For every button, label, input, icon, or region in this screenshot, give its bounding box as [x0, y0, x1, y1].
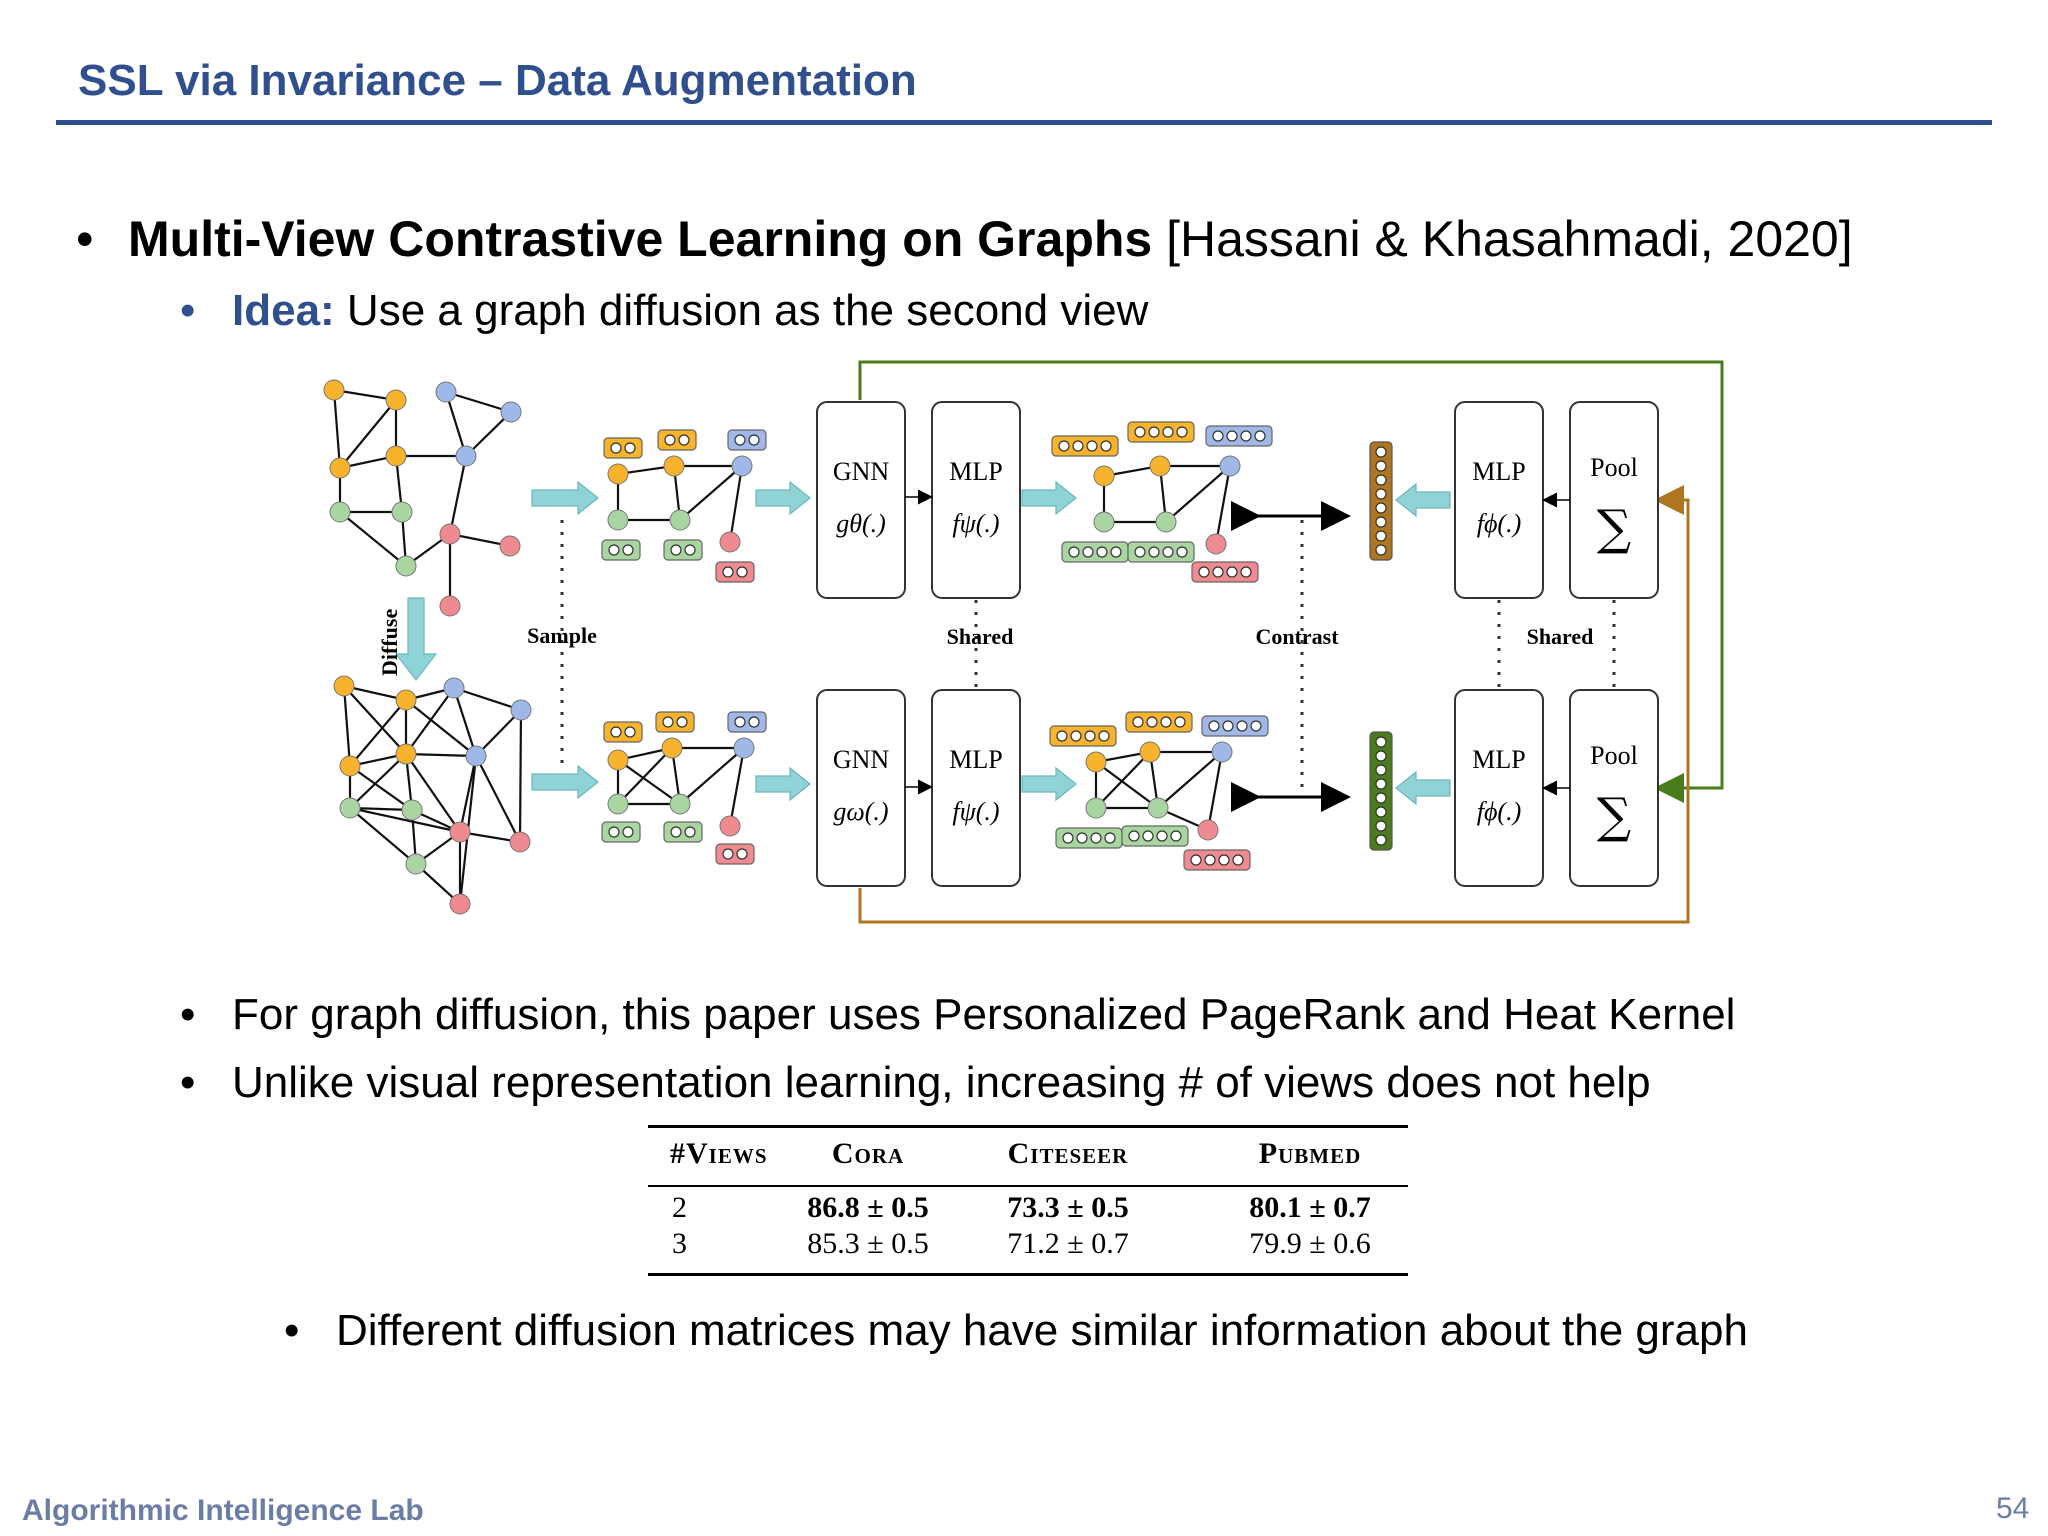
- feature-pill: [604, 438, 642, 458]
- graph-embedding-top-dot: [1376, 503, 1386, 513]
- embedded-graph-top-node: [1156, 512, 1176, 532]
- feature-pill-dot: [623, 827, 633, 837]
- gnn-fn-bottom: gω(.): [833, 797, 889, 826]
- feature-pill: [604, 722, 642, 742]
- feature-pill-dot: [611, 727, 621, 737]
- pool-label-bottom: Pool: [1590, 741, 1638, 770]
- feature-pill-dot: [663, 717, 673, 727]
- paper-citation: [Hassani & Khasahmadi, 2020]: [1152, 211, 1853, 267]
- page-number: 54: [1996, 1492, 2030, 1525]
- feature-pill-dot: [611, 443, 621, 453]
- slide-title: SSL via Invariance – Data Augmentation: [78, 56, 917, 105]
- feature-pill-dot: [671, 545, 681, 555]
- point-1-text: For graph diffusion, this paper uses Personalized PageRank and Heat Kernel: [232, 990, 1736, 1039]
- original-graph-node: [386, 446, 406, 466]
- feature-pill-dot: [1149, 427, 1159, 437]
- feature-pill-dot: [609, 827, 619, 837]
- graph-embedding-bottom-dot: [1376, 807, 1386, 817]
- feature-pill: [658, 430, 696, 450]
- feature-pill-dot: [685, 545, 695, 555]
- feature-pill: [664, 540, 702, 560]
- sub-point-text: Different diffusion matrices may have similar information about the graph: [336, 1306, 1748, 1355]
- feature-pill: [602, 822, 640, 842]
- table-mid-rule: [648, 1185, 1408, 1187]
- diffused-graph-node: [450, 894, 470, 914]
- embedded-graph-bottom-node: [1198, 820, 1218, 840]
- feature-pill-dot: [749, 717, 759, 727]
- gnn-fn-top: gθ(.): [836, 509, 886, 538]
- feature-pill-dot: [1057, 731, 1067, 741]
- shared-label-node: Shared: [946, 624, 1014, 649]
- feature-pill-dot: [1111, 547, 1121, 557]
- embedded-graph-bottom-node: [1212, 742, 1232, 762]
- sampled-subgraph-top-edge: [730, 466, 742, 542]
- table-top-rule: [648, 1125, 1408, 1128]
- header-citeseer-text: Citeseer: [1007, 1137, 1129, 1170]
- table-bottom-rule: [648, 1273, 1408, 1276]
- readout-arrow-bottom: [1396, 772, 1450, 804]
- paper-title: Multi-View Contrastive Learning on Graphs: [128, 211, 1153, 267]
- feature-pill-dot: [1163, 547, 1173, 557]
- feature-pill-dot: [1237, 721, 1247, 731]
- sampled-subgraph-bottom-node: [720, 816, 740, 836]
- graph-embedding-top-dot: [1376, 461, 1386, 471]
- graph-embedding-top-dot: [1376, 517, 1386, 527]
- feature-pill-dot: [1251, 721, 1261, 731]
- point-2-text: Unlike visual representation learning, increasing # of views does not help: [232, 1058, 1651, 1107]
- sampled-subgraph-top-node: [608, 464, 628, 484]
- bullet-dot: •: [180, 990, 196, 1039]
- sampled-subgraph-top-node: [720, 532, 740, 552]
- feature-pill: [716, 562, 754, 582]
- feature-pill-dot: [735, 435, 745, 445]
- diffused-graph-node: [510, 832, 530, 852]
- feature-pill-dot: [1219, 855, 1229, 865]
- original-graph-edge: [334, 390, 340, 468]
- sampled-subgraph-bottom-node: [662, 738, 682, 758]
- sum-symbol-bottom: ∑: [1596, 788, 1632, 844]
- bullet-dot: •: [76, 211, 94, 267]
- graph-embedding-top-dot: [1376, 475, 1386, 485]
- gnn-box-top: [817, 402, 905, 598]
- diffused-graph-edge: [344, 686, 350, 766]
- mlp-fn-top: fψ(.): [952, 509, 1000, 538]
- original-graph-edge: [450, 456, 466, 534]
- original-graph-node: [330, 502, 350, 522]
- feature-pill-dot: [1149, 547, 1159, 557]
- feature-pill-dot: [1085, 731, 1095, 741]
- mlp-label-top: MLP: [949, 457, 1003, 486]
- original-graph-node: [386, 390, 406, 410]
- feature-pill-dot: [625, 443, 635, 453]
- encode-arrow-top: [756, 482, 810, 514]
- embedded-graph-top-node: [1094, 512, 1114, 532]
- graph-embedding-bottom: [1370, 732, 1392, 850]
- diffused-graph-node: [444, 678, 464, 698]
- embedded-graph-bottom-node: [1148, 798, 1168, 818]
- header-cora-text: Cora: [831, 1137, 905, 1170]
- sampled-subgraph-bottom-node: [608, 750, 628, 770]
- feature-pill-dot: [1073, 441, 1083, 451]
- sampled-subgraph-top-edge: [680, 466, 742, 520]
- feature-pill-dot: [1171, 831, 1181, 841]
- feature-pill-dot: [1135, 427, 1145, 437]
- diffused-graph-node: [396, 690, 416, 710]
- feature-pill-dot: [1135, 547, 1145, 557]
- feature-pill-dot: [665, 435, 675, 445]
- diffused-graph-edge: [406, 754, 476, 756]
- mlp-graph-fn-bottom: fϕ(.): [1476, 797, 1522, 826]
- diffused-graph-node: [334, 676, 354, 696]
- graph-embedding-bottom-dot: [1376, 751, 1386, 761]
- feature-pill-dot: [1241, 431, 1251, 441]
- feature-pill-dot: [723, 567, 733, 577]
- sampled-subgraph-top-node: [608, 510, 628, 530]
- original-graph-node: [330, 458, 350, 478]
- feature-pill-dot: [677, 717, 687, 727]
- diffused-graph-node: [340, 756, 360, 776]
- footer-lab-name: Algorithmic Intelligence Lab: [22, 1494, 424, 1527]
- feature-pill-dot: [1177, 427, 1187, 437]
- feature-pill-dot: [1205, 855, 1215, 865]
- feature-pill-dot: [1233, 855, 1243, 865]
- table-header-views: #Views: [670, 1137, 768, 1170]
- feature-pill-dot: [1161, 717, 1171, 727]
- feature-pill-dot: [1129, 831, 1139, 841]
- row-2-pubmed-text: 80.1 ± 0.7: [1249, 1191, 1371, 1224]
- feature-pill: [664, 822, 702, 842]
- row-2-citeseer-text: 73.3 ± 0.5: [1007, 1191, 1129, 1224]
- feature-pill-dot: [1147, 717, 1157, 727]
- feature-pill-dot: [1143, 831, 1153, 841]
- row-3-pubmed-text: 79.9 ± 0.6: [1249, 1227, 1371, 1260]
- sampled-subgraph-top-node: [670, 510, 690, 530]
- idea-body: Use a graph diffusion as the second view: [334, 286, 1149, 335]
- gnn-label-top: GNN: [832, 457, 890, 486]
- graph-embedding-top-dot: [1376, 447, 1386, 457]
- embedded-graph-top-node: [1220, 456, 1240, 476]
- row-3-cora-text: 85.3 ± 0.5: [807, 1227, 929, 1260]
- original-graph-node: [396, 556, 416, 576]
- diffused-graph-edge: [476, 756, 520, 842]
- row-2-cora-text: 86.8 ± 0.5: [807, 1191, 929, 1224]
- feature-pill-dot: [1255, 431, 1265, 441]
- original-graph-node: [500, 536, 520, 556]
- pool-label-top: Pool: [1590, 453, 1638, 482]
- feature-pill-dot: [1091, 833, 1101, 843]
- project-arrow-bottom: [1022, 768, 1076, 800]
- graph-embedding-top-dot: [1376, 545, 1386, 555]
- feature-pill-dot: [723, 849, 733, 859]
- sampled-subgraph-bottom-node: [608, 794, 628, 814]
- feature-pill: [656, 712, 694, 732]
- feature-pill-dot: [1191, 855, 1201, 865]
- sample-arrow-top: [532, 482, 598, 514]
- original-graph-node: [440, 596, 460, 616]
- embedded-graph-bottom-edge: [1096, 762, 1158, 808]
- original-graph-node: [392, 502, 412, 522]
- sample-arrow-bottom: [532, 766, 598, 798]
- feature-pill: [602, 540, 640, 560]
- feature-pill-dot: [609, 545, 619, 555]
- encode-arrow-bottom: [756, 768, 810, 800]
- feature-pill-dot: [1105, 833, 1115, 843]
- graph-embedding-bottom-dot: [1376, 737, 1386, 747]
- header-pubmed-text: Pubmed: [1258, 1137, 1362, 1170]
- mlp-graph-box-top: [1455, 402, 1543, 598]
- feature-pill-dot: [1071, 731, 1081, 741]
- graph-embedding-bottom-dot: [1376, 835, 1386, 845]
- original-graph-node: [501, 402, 521, 422]
- diffused-graph-node: [340, 798, 360, 818]
- feature-pill-dot: [735, 717, 745, 727]
- feature-pill-dot: [1077, 833, 1087, 843]
- mlp-graph-label-bottom: MLP: [1472, 745, 1526, 774]
- graph-embedding-bottom-dot: [1376, 765, 1386, 775]
- feature-pill-dot: [679, 435, 689, 445]
- mlp-fn-bottom: fψ(.): [952, 797, 1000, 826]
- feature-pill: [716, 844, 754, 864]
- feature-pill-dot: [1063, 833, 1073, 843]
- readout-arrow-top: [1396, 484, 1450, 516]
- feature-pill-dot: [1213, 567, 1223, 577]
- sampled-subgraph-top-node: [664, 456, 684, 476]
- feature-pill-dot: [1227, 431, 1237, 441]
- gnn-label-bottom: GNN: [832, 745, 890, 774]
- diffused-graph-node: [466, 746, 486, 766]
- sampled-subgraph-bottom-edge: [618, 760, 680, 804]
- feature-pill-dot: [1087, 441, 1097, 451]
- feature-pill-dot: [1175, 717, 1185, 727]
- feature-pill-dot: [737, 567, 747, 577]
- feature-pill-dot: [1209, 721, 1219, 731]
- feature-pill-dot: [1223, 721, 1233, 731]
- sampled-subgraph-top-node: [732, 456, 752, 476]
- bullet-dot: •: [284, 1306, 300, 1355]
- sum-symbol-top: ∑: [1596, 500, 1632, 556]
- diffused-graph-edge: [454, 688, 521, 710]
- feature-pill-dot: [1059, 441, 1069, 451]
- feature-pill-dot: [623, 545, 633, 555]
- feature-pill: [728, 430, 766, 450]
- mlp-box-bottom: [932, 690, 1020, 886]
- diffused-graph-edge: [520, 710, 521, 842]
- row-3-citeseer-text: 71.2 ± 0.7: [1007, 1227, 1129, 1260]
- sampled-subgraph-bottom-node: [670, 794, 690, 814]
- diffused-graph-node: [402, 800, 422, 820]
- graph-embedding-bottom-dot: [1376, 821, 1386, 831]
- embedded-graph-bottom-node: [1086, 798, 1106, 818]
- embedded-graph-bottom-node: [1086, 752, 1106, 772]
- feature-pill-dot: [671, 827, 681, 837]
- idea-label: Idea:: [232, 286, 335, 335]
- original-graph-node: [440, 524, 460, 544]
- mlp-label-bottom: MLP: [949, 745, 1003, 774]
- original-graph-node: [436, 382, 456, 402]
- bullet-dot: •: [180, 1058, 196, 1107]
- mlp-box-top: [932, 402, 1020, 598]
- graph-embedding-top-dot: [1376, 531, 1386, 541]
- embedded-graph-bottom-node: [1140, 742, 1160, 762]
- mlp-graph-box-bottom: [1455, 690, 1543, 886]
- feature-pill-dot: [1157, 831, 1167, 841]
- diffused-graph-node: [450, 822, 470, 842]
- feature-pill-dot: [1099, 731, 1109, 741]
- embedded-graph-top-node: [1094, 466, 1114, 486]
- bullet-dot: •: [180, 286, 196, 335]
- original-graph-node: [324, 380, 344, 400]
- diffused-graph-node: [511, 700, 531, 720]
- sampled-subgraph-bottom-node: [734, 738, 754, 758]
- feature-pill-dot: [1213, 431, 1223, 441]
- feature-pill-dot: [1227, 567, 1237, 577]
- embedded-graph-top-node: [1150, 456, 1170, 476]
- feature-pill-dot: [1097, 547, 1107, 557]
- gnn-box-bottom: [817, 690, 905, 886]
- feature-pill-dot: [685, 827, 695, 837]
- feature-pill-dot: [749, 435, 759, 445]
- feature-pill-dot: [1083, 547, 1093, 557]
- contrast-label: Contrast: [1255, 624, 1339, 649]
- row-2-views: 2: [672, 1191, 687, 1224]
- feature-pill-dot: [1133, 717, 1143, 727]
- original-graph-node: [456, 446, 476, 466]
- diffused-graph-node: [406, 854, 426, 874]
- diffused-graph-edge: [406, 700, 476, 756]
- graph-embedding-bottom-dot: [1376, 779, 1386, 789]
- feature-pill-dot: [1163, 427, 1173, 437]
- feature-pill-dot: [625, 727, 635, 737]
- mlp-graph-label-top: MLP: [1472, 457, 1526, 486]
- embedded-graph-top-node: [1206, 534, 1226, 554]
- sample-label: Sample: [527, 623, 597, 648]
- graph-embedding-top-dot: [1376, 489, 1386, 499]
- feature-pill-dot: [1241, 567, 1251, 577]
- feature-pill-dot: [1199, 567, 1209, 577]
- diffused-graph-node: [396, 744, 416, 764]
- feature-pill-dot: [1101, 441, 1111, 451]
- feature-pill-dot: [1069, 547, 1079, 557]
- feature-pill-dot: [737, 849, 747, 859]
- mlp-graph-fn-top: fϕ(.): [1476, 509, 1522, 538]
- row-3-views: 3: [672, 1227, 687, 1260]
- project-arrow-top: [1022, 482, 1076, 514]
- diffuse-arrow: [396, 598, 436, 680]
- shared-label-graph: Shared: [1526, 624, 1594, 649]
- feature-pill-dot: [1177, 547, 1187, 557]
- feature-pill: [728, 712, 766, 732]
- graph-embedding-bottom-dot: [1376, 793, 1386, 803]
- graph-embedding-top: [1370, 442, 1392, 560]
- diffuse-label: Diffuse: [377, 608, 402, 676]
